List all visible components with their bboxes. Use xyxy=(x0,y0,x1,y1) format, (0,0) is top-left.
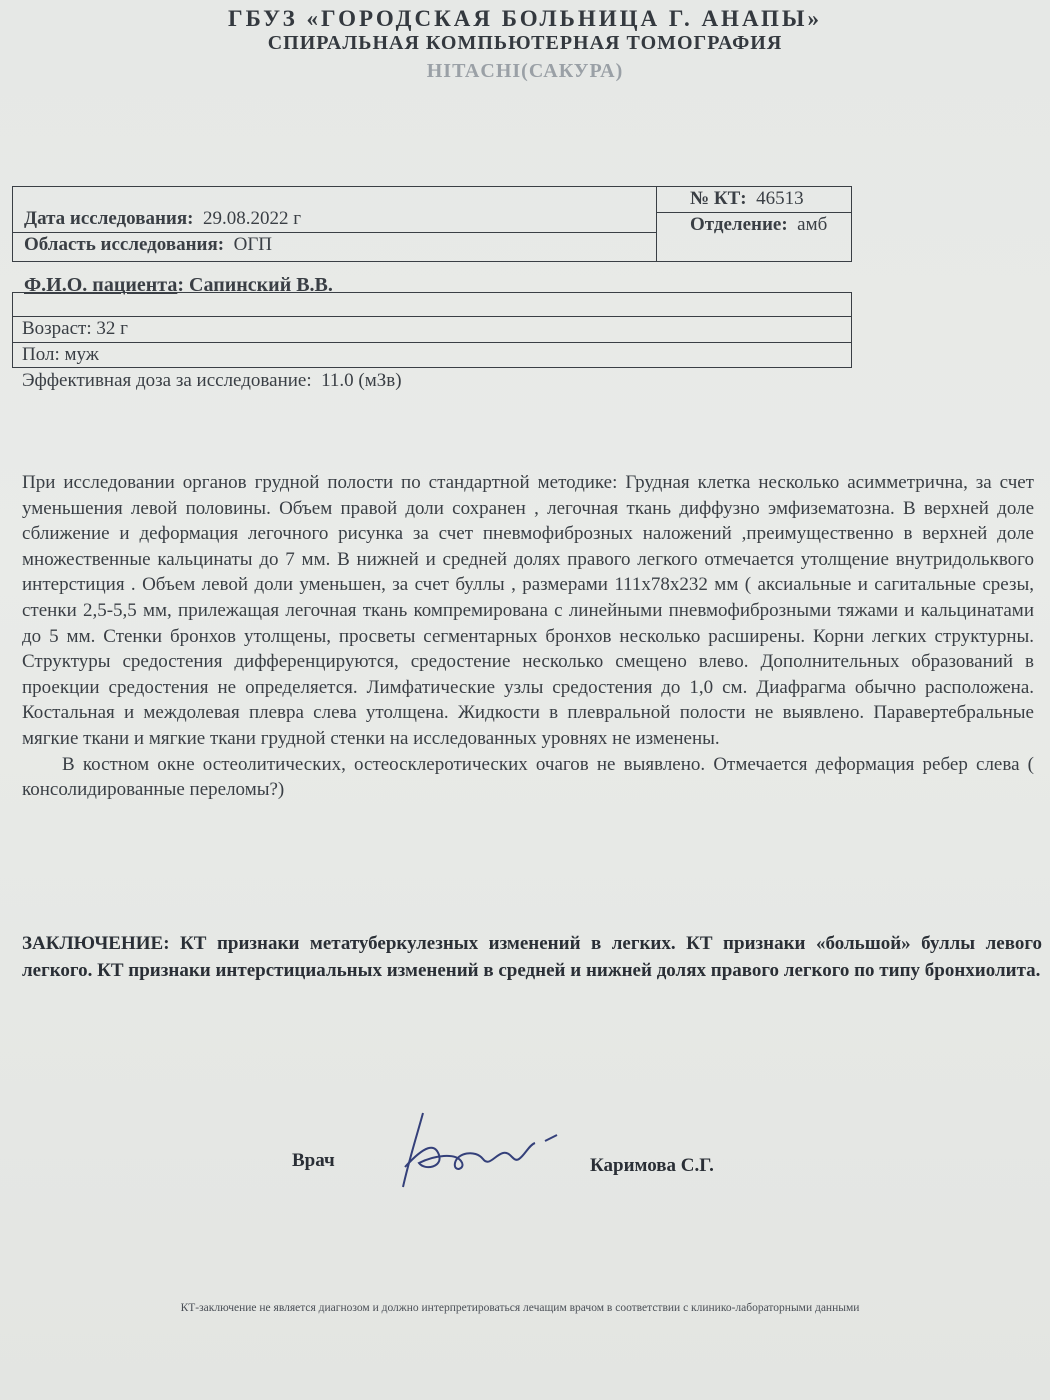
study-date-label: Дата исследования: xyxy=(24,208,194,229)
department-field xyxy=(690,214,827,236)
study-area xyxy=(24,234,272,256)
department-label: Отделение: xyxy=(690,214,788,235)
patient-table-row-line-2 xyxy=(12,342,852,343)
patient-sex-value: муж xyxy=(64,344,99,365)
findings-paragraph-1: При исследовании органов грудной полости по стандартной методике: Грудная клетка несколько асимметрична, за счет уменьшения левой половины. Объем правой доли сохранен , легочная ткань диффузно эмфизематозна. В верхней доле сближение и деформация легочного рисунка за счет пневмофиброзных наложений ,преимущественно в верхней доле множественные кальцинаты до 7 мм. В нижней и средней долях правого легкого отмечается утолщение внутридольквого интерстиция . Объем левой доли уменьшен, за счет буллы , размерами 111х78х232 мм ( аксиальные и сагитальные срезы, стенки 2,5-5,5 мм, прилежащая легочная ткань компремирована с линейными пневмофиброзными тяжами и кальцинатами до 5 мм. Стенки бронхов утолщены, просветы сегментарных бронхов несколько расширены. Корни легких структурны. Структуры средостения дифференцируются, средостение несколько смещено влево. Дополнительных образований в проекции средостения не определяется. Лимфатические узлы средостения до 1,0 см. Диафрагма обычно расположена. Костальная и междолевая плевра слева утолщена. Жидкости в плевральной полости не выявлено. Паравертебральные мягкие ткани и мягкие ткани грудной стенки на исследованных уровнях не изменены. xyxy=(22,472,1034,749)
study-table-row-line-left xyxy=(12,232,656,233)
department-title: СПИРАЛЬНАЯ КОМПЬЮТЕРНАЯ ТОМОГРАФИЯ xyxy=(267,32,783,54)
patient-age-value: 32 г xyxy=(96,318,128,339)
patient-age-label: Возраст: xyxy=(22,318,92,339)
study-table-row-line-right xyxy=(656,212,852,213)
device-title: HITACHI(САКУРА) xyxy=(426,60,624,82)
ct-number-value: 46513 xyxy=(756,188,804,209)
doctor-name: Каримова С.Г. xyxy=(590,1155,714,1176)
handwritten-signature xyxy=(395,1105,585,1195)
patient-sex xyxy=(22,344,99,366)
effective-dose-value: 11.0 (мЗв) xyxy=(321,370,402,391)
doctor-title: Врач xyxy=(292,1150,335,1171)
study-date xyxy=(24,208,301,230)
effective-dose xyxy=(22,370,402,392)
disclaimer-footer: КТ-заключение не является диагнозом и должно интерпретироваться лечащим врачом в соответствии с клинико-лабораторными данными xyxy=(180,1302,860,1314)
study-date-value: 29.08.2022 г xyxy=(202,208,301,229)
conclusion-text: ЗАКЛЮЧЕНИЕ: КТ признаки метатуберкулезных изменений в легких. КТ признаки «большой» буллы левого легкого. КТ признаки интерстициальных изменений в средней и нижней долях правого легкого по типу бронхиолита. xyxy=(22,933,1042,981)
study-table-divider xyxy=(656,186,657,262)
effective-dose-label: Эффективная доза за исследование: xyxy=(22,370,312,391)
ct-number-label: № КТ: xyxy=(690,188,747,209)
ct-number xyxy=(690,188,804,210)
patient-info-table xyxy=(12,292,852,368)
findings-text xyxy=(22,470,1034,803)
patient-sex-label: Пол: xyxy=(22,344,60,365)
patient-name-label: Ф.И.О. пациента xyxy=(24,274,178,296)
findings-paragraph-2: В костном окне остеолитических, остеосклеротических очагов не выявлено. Отмечается деформация ребер слева ( консолидированные переломы?) xyxy=(22,753,1034,801)
patient-name-value: Сапинский В.В. xyxy=(189,274,333,296)
department-value: амб xyxy=(797,214,828,235)
patient-age xyxy=(22,318,128,340)
patient-table-row-line-1 xyxy=(12,316,852,317)
study-area-value: ОГП xyxy=(233,234,273,255)
study-area-label: Область исследования: xyxy=(24,234,225,255)
institution-title: ГБУЗ «ГОРОДСКАЯ БОЛЬНИЦА Г. АНАПЫ» xyxy=(228,6,822,31)
patient-name-separator: : xyxy=(177,274,185,296)
